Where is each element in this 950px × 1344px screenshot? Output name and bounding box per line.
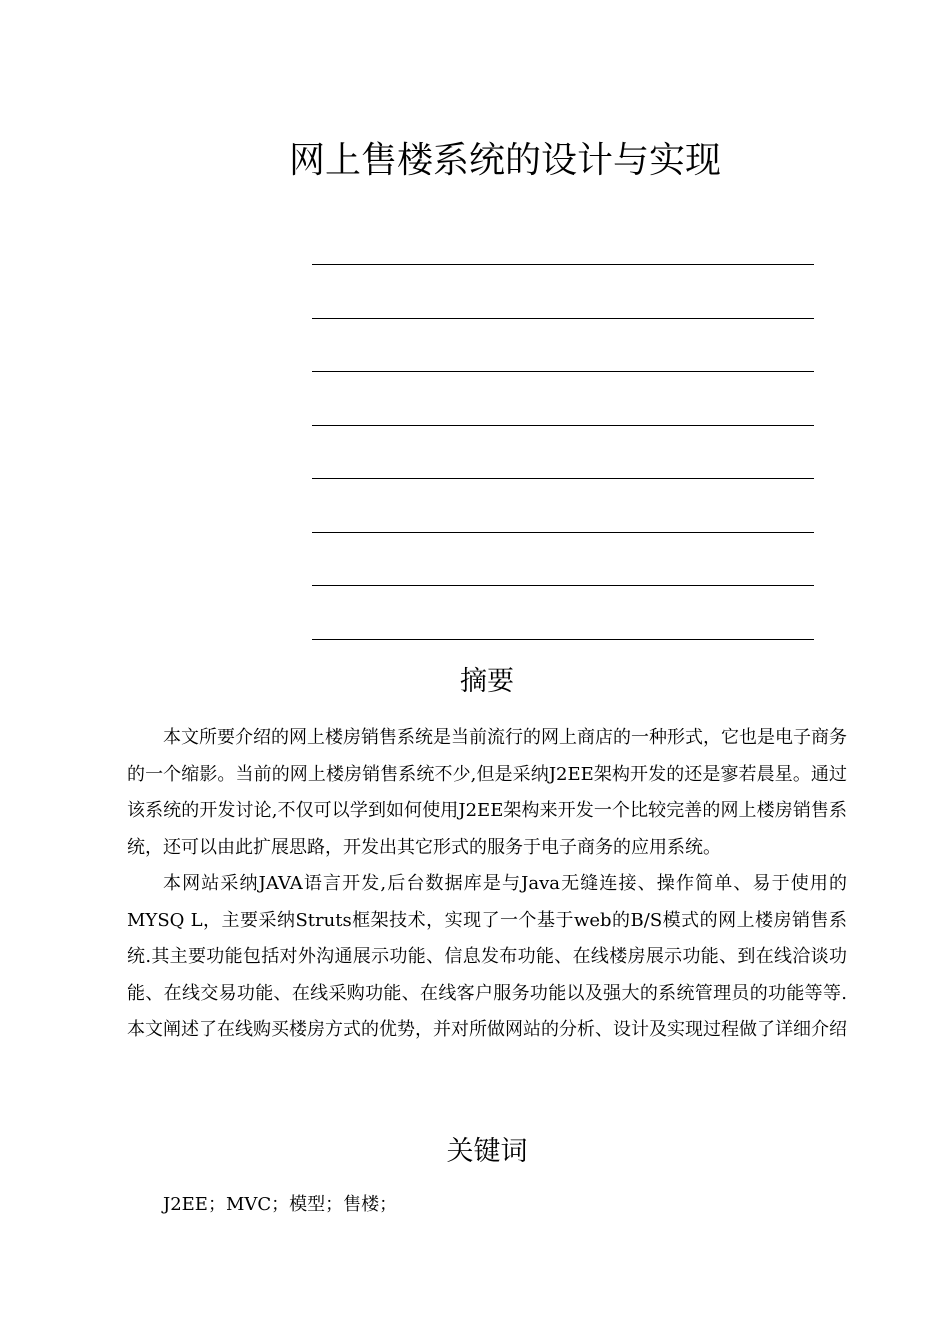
blank-line [312,371,814,372]
blank-line [312,425,814,426]
document-title: 网上售楼系统的设计与实现 [288,140,721,181]
blank-line [312,585,814,586]
abstract-heading: 摘要 [460,666,514,697]
blank-line [312,478,814,479]
blank-line [312,318,814,319]
abstract-paragraph: 本文所要介绍的网上楼房销售系统是当前流行的网上商店的一种形式，它也是电子商务的一个缩影。当前的网上楼房销售系统不少,但是采纳J2EE架构开发的还是寥若晨星。通过该系统的开发讨论,不仅可以学到如何使用J2EE架构来开发一个比较完善的网上楼房销售系统，还可以由此扩展思路，开发出其它形式的服务于电子商务的应用系统。 [127,727,847,858]
abstract-body [127,720,847,1049]
blank-line [312,639,814,640]
blank-info-lines [312,264,814,692]
keywords-heading: 关键词 [446,1136,528,1167]
keywords-text: J2EE；MVC；模型；售楼； [163,1194,398,1215]
blank-line [312,532,814,533]
blank-line [312,264,814,265]
abstract-paragraph: 本网站采纳JAVA语言开发,后台数据库是与Java无缝连接、操作简单、易于使用的MYSQ L，主要采纳Struts框架技术，实现了一个基于web的B/S模式的网上楼房销售系统.其主要功能包括对外沟通展示功能、信息发布功能、在线楼房展示功能、到在线洽谈功能、在线交易功能、在线采购功能、在线客户服务功能以及强大的系统管理员的功能等等.本文阐述了在线购买楼房方式的优势，并对所做网站的分析、设计及实现过程做了详细介绍 [127,873,847,1040]
